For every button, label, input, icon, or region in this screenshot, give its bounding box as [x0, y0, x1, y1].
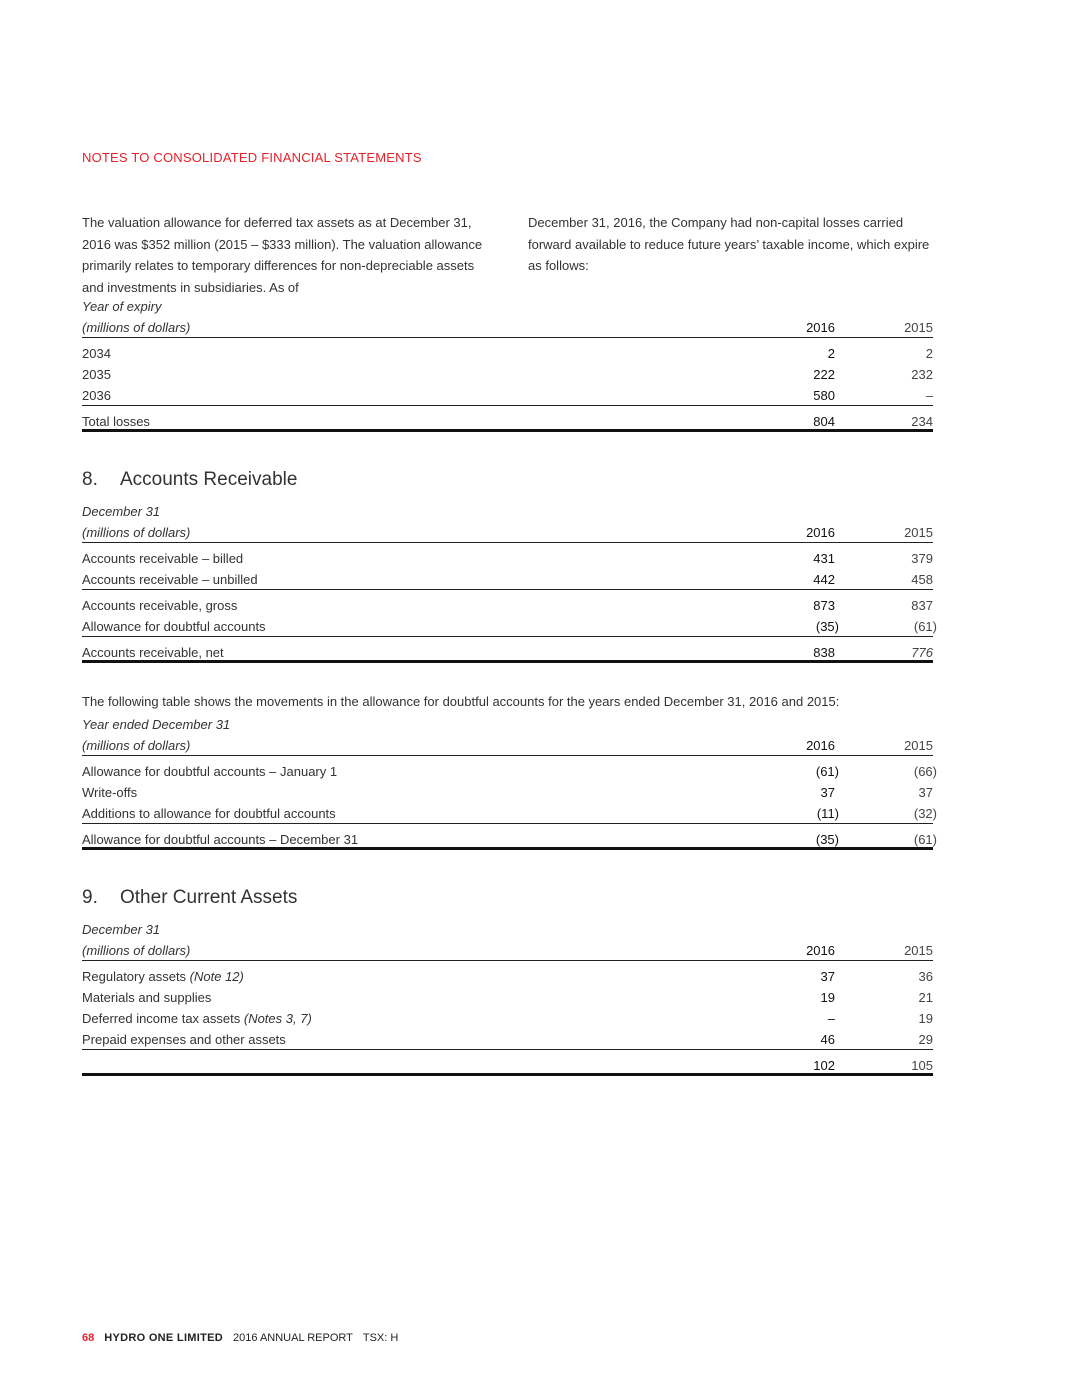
- value-2016: 804: [813, 414, 835, 429]
- column-header-2016: 2016: [806, 525, 835, 540]
- value-text: (61): [815, 764, 839, 779]
- value-2015: 458: [911, 572, 933, 587]
- row-label: Accounts receivable, gross: [82, 598, 238, 613]
- table-row: [82, 782, 933, 803]
- section-number: 9.: [82, 887, 98, 908]
- note-reference: (Note 12): [189, 969, 244, 984]
- intro-paragraph-left: The valuation allowance for deferred tax assets as at December 31, 2016 was $352 million (2015 – $333 million). The valuation allowance primarily relates to temporary differences for non-depreciable assets and investments in subsidiaries. As of: [82, 215, 483, 295]
- table-row: [82, 595, 933, 616]
- section-heading-other-current-assets: [82, 887, 297, 909]
- row-label: [82, 966, 735, 987]
- value-2015: 379: [911, 551, 933, 566]
- column-header-2015: 2015: [904, 943, 933, 958]
- value-2016: 442: [813, 572, 835, 587]
- row-label: [82, 1055, 735, 1073]
- losses-table: [82, 296, 933, 432]
- table-row: [82, 364, 933, 385]
- ticker: TSX: H: [362, 1332, 399, 1344]
- total-row: [82, 1055, 933, 1076]
- note-reference: (Notes 3, 7): [243, 1011, 312, 1026]
- total-row: [82, 829, 937, 850]
- table-header-row: [82, 735, 933, 756]
- value-2016: 873: [813, 598, 835, 613]
- value-2016: 431: [813, 551, 835, 566]
- value-text: (11): [816, 806, 839, 821]
- value-2016: –: [827, 1011, 835, 1026]
- table-row: [82, 385, 933, 406]
- table-row: [82, 343, 933, 364]
- row-label: Allowance for doubtful accounts – December 31: [82, 832, 359, 847]
- column-header-2016: 2016: [806, 943, 835, 958]
- row-label: Allowance for doubtful accounts – January 1: [82, 764, 338, 779]
- value-2015: 37: [918, 785, 933, 800]
- section-number: 8.: [82, 469, 98, 490]
- table-row: [82, 966, 933, 987]
- row-label: Total losses: [82, 414, 150, 429]
- row-label: Additions to allowance for doubtful accounts: [82, 806, 336, 821]
- section-heading-accounts-receivable: [82, 469, 297, 491]
- value-text: (61): [913, 619, 937, 634]
- movements-paragraph: The following table shows the movements in the allowance for doubtful accounts for the years ended December 31, 2016 and 2015:: [82, 694, 840, 709]
- total-row: [82, 642, 933, 663]
- table-header-row: [82, 522, 933, 543]
- row-label: Accounts receivable, net: [82, 645, 224, 660]
- value-2016: 222: [813, 367, 835, 382]
- table-caption: December 31: [82, 922, 161, 937]
- table-header-row: [82, 317, 933, 338]
- row-label: Accounts receivable – billed: [82, 551, 244, 566]
- units-label: (millions of dollars): [82, 738, 191, 753]
- value-2016: 19: [820, 990, 835, 1005]
- table-caption: Year ended December 31: [82, 717, 231, 732]
- value-2015: 105: [911, 1058, 933, 1073]
- column-header-2016: 2016: [806, 738, 835, 753]
- value-2015: [835, 761, 937, 782]
- table-row: [82, 1008, 933, 1029]
- value-2015: 21: [918, 990, 933, 1005]
- row-label: 2036: [82, 388, 111, 403]
- table-row: [82, 548, 933, 569]
- row-label: Allowance for doubtful accounts: [82, 619, 266, 634]
- section-title: Other Current Assets: [120, 887, 298, 908]
- value-2016: [735, 761, 839, 782]
- row-label-text: Deferred income tax assets: [82, 1011, 244, 1026]
- table-header-row: [82, 940, 933, 961]
- table-caption: December 31: [82, 504, 161, 519]
- row-label: Prepaid expenses and other assets: [82, 1032, 286, 1047]
- value-2015: [835, 803, 937, 823]
- value-text: (32): [913, 806, 937, 821]
- value-2015: [835, 616, 937, 636]
- company-name: HYDRO ONE LIMITED: [104, 1332, 224, 1344]
- section-title: Accounts Receivable: [120, 469, 298, 490]
- column-header-2015: 2015: [904, 525, 933, 540]
- table-row: [82, 803, 937, 824]
- row-label: Materials and supplies: [82, 990, 212, 1005]
- table-row: [82, 987, 933, 1008]
- total-row: [82, 411, 933, 432]
- intro-paragraph-right: December 31, 2016, the Company had non-capital losses carried forward available to reduce future years’ taxable income, which expire as follows:: [528, 215, 930, 273]
- value-2015: 19: [918, 1011, 933, 1026]
- value-2016: 37: [820, 969, 835, 984]
- page-header-title: NOTES TO CONSOLIDATED FINANCIAL STATEMENTS: [82, 150, 422, 165]
- value-text: (66): [913, 764, 937, 779]
- value-2016: 46: [820, 1032, 835, 1047]
- column-header-2015: 2015: [904, 738, 933, 753]
- value-2015: –: [925, 388, 933, 403]
- units-label: (millions of dollars): [82, 320, 191, 335]
- allowance-movements-table: [82, 714, 937, 850]
- value-text: (61): [913, 832, 937, 847]
- value-2015: 2: [925, 346, 933, 361]
- accounts-receivable-table: [82, 501, 937, 663]
- units-label: (millions of dollars): [82, 943, 191, 958]
- row-label: Write-offs: [82, 785, 138, 800]
- page-number: 68: [82, 1332, 95, 1344]
- value-2016: 580: [813, 388, 835, 403]
- value-2016: [735, 829, 839, 847]
- value-2016: 102: [813, 1058, 835, 1073]
- column-header-2016: 2016: [806, 320, 835, 335]
- units-label: (millions of dollars): [82, 525, 191, 540]
- table-row: [82, 569, 933, 590]
- value-text: (35): [815, 619, 839, 634]
- row-label: [82, 1008, 735, 1029]
- value-2016: 2: [827, 346, 835, 361]
- value-2015: 837: [911, 598, 933, 613]
- row-label-text: Regulatory assets: [82, 969, 190, 984]
- row-label: Accounts receivable – unbilled: [82, 572, 258, 587]
- value-2015: 36: [918, 969, 933, 984]
- value-2016: 37: [820, 785, 835, 800]
- value-2016: 838: [813, 645, 835, 660]
- report-name: 2016 ANNUAL REPORT: [233, 1332, 353, 1344]
- table-row: [82, 761, 937, 782]
- row-label: 2035: [82, 367, 111, 382]
- value-2016: [735, 616, 839, 636]
- value-text: (35): [815, 832, 839, 847]
- row-label: 2034: [82, 346, 111, 361]
- page-footer: [82, 1332, 398, 1344]
- table-row: [82, 616, 937, 637]
- other-current-assets-table: [82, 919, 933, 1076]
- table-caption: Year of expiry: [82, 299, 162, 314]
- value-2015: 234: [911, 414, 933, 429]
- value-2016: [735, 803, 839, 823]
- value-2015: 29: [918, 1032, 933, 1047]
- value-2015: 776: [911, 645, 933, 660]
- value-2015: 232: [911, 367, 933, 382]
- value-2015: [835, 829, 937, 847]
- table-row: [82, 1029, 933, 1050]
- column-header-2015: 2015: [904, 320, 933, 335]
